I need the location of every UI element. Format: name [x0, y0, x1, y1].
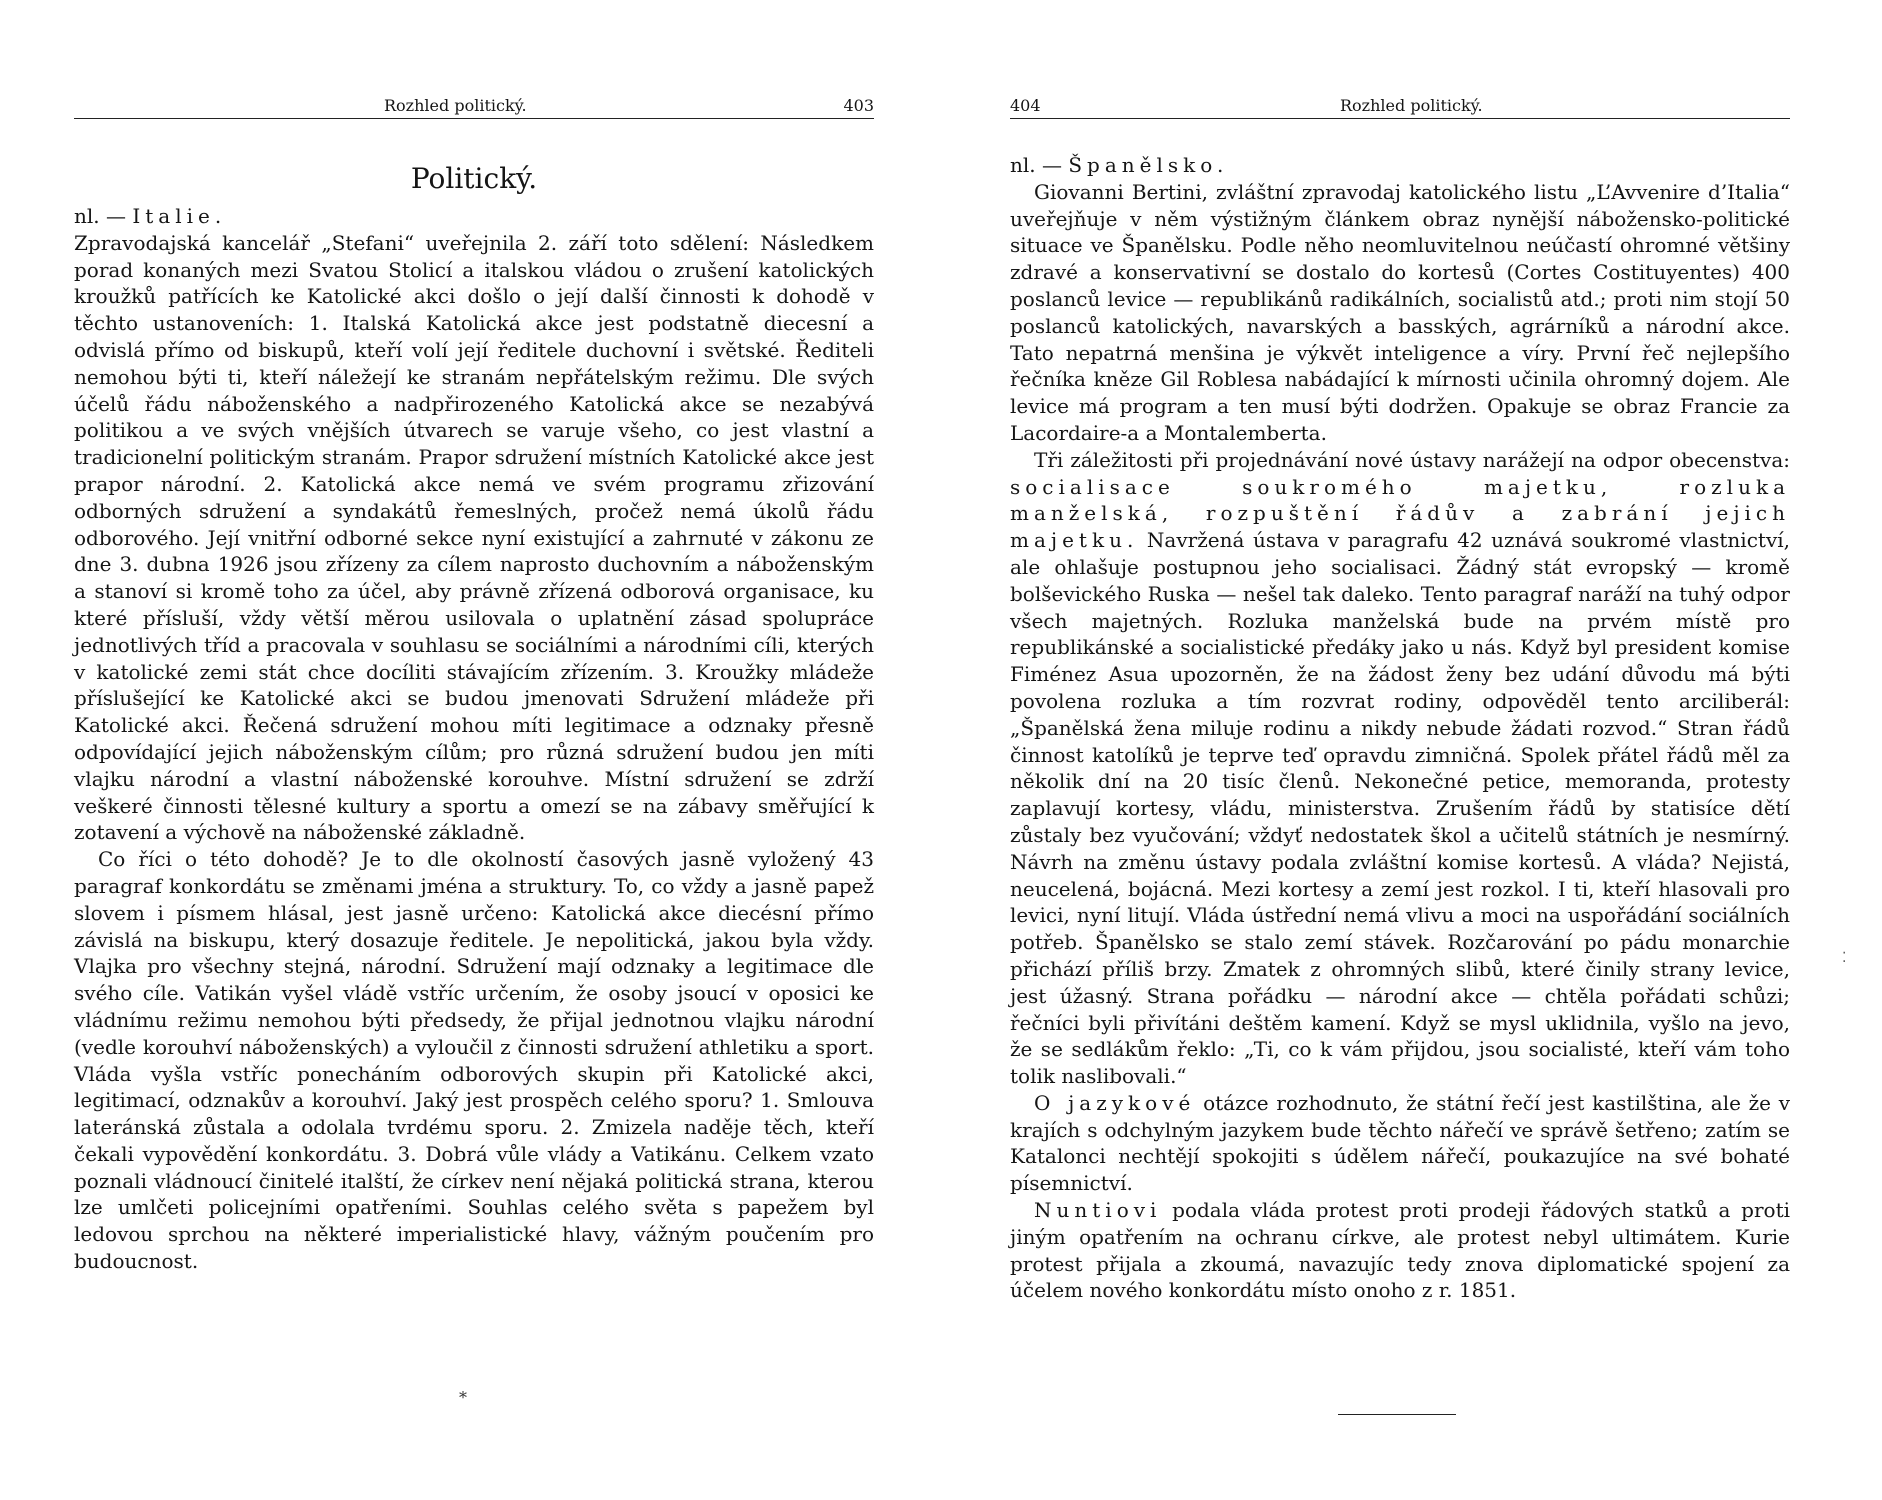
- paragraph-rest: podala vláda protest proti prodeji řádových statků a proti jiným opatřením na ochranu církve, ale protest nebyl ultimátem. Kurie protest přijala a zkoumá, navazujíc tedy znova diplomatické spojení za účelem nového konkordátu místo onoho z r. 1851.: [1010, 1198, 1791, 1303]
- stray-mark: *: [459, 1388, 467, 1407]
- page-number: 403: [843, 96, 874, 115]
- heading-country: Španělsko.: [1068, 153, 1229, 177]
- paragraph-rest: Navržená ústava v paragrafu 42 uznává soukromé vlastnictví, ale ohlašuje postupnou jeho socialisaci. Žádný stát evropský — kromě bolševického Ruska — nešel tak daleko. Tento paragraf naráží na tuhý odpor všech majetných. Rozluka manželská bude na prvém místě pro republikánské a socialistické předáky jako u nás. Když byl president komise Fiménez Asua upozorněn, že na žádost ženy bez udání důvodu má býti povolena rozluka a tím rozvrat rodiny, odpověděl tento arciliberál: „Španělská žena miluje rodinu a nikdy nebude žádati rozvod.“ Stran řádů činnost katolíků je teprve teď opravdu zimničná. Spolek přátel řádů měl za několik dní na 20 tisíc členů. Nekonečné petice, memoranda, protesty zaplavují kortesy, vládu, ministerstva. Zrušením řádů by statisíce dětí zůstaly bez vyučování; vždyť nedostatek škol a učitelů státních je nesmírný. Návrh na změnu ústavy podala zvláštní komise kortesů. A vláda? Nejistá, neucelená, bojácná. Mezi kortesy a zemí jest rozkol. I ti, kteří hlasovali pro levici, nyní litují. Vláda ústřední nemá vlivu a moci na uspořádání sociálních potřeb. Španělsko se stalo zemí stávek. Rozčarování po pádu monarchie přichází příliš brzy. Zmatek z ohromných slibů, které činily strany levice, jest úžasný. Strana pořádku — národní akce — chtěla pořádati schůzi; řečníci byli přivítáni deštěm kamení. Když se mysl uklidnila, vyšlo na jevo, že se sedlákům řeklo: „Ti, co k vám přijdou, jsou socialisté, kteří vám toho tolik naslibovali.“: [1010, 528, 1790, 1089]
- section-heading: [74, 203, 874, 230]
- section-heading: [1010, 152, 1790, 179]
- paragraph: Giovanni Bertini, zvláštní zpravodaj katolického listu „L’Avvenire d’Italia“ uveřejňuje v něm výstižným článkem obraz nynější nábožensko-politické situace ve Španělsku. Podle něho neomluvitelnou neúčastí ohromné většiny zdravé a konservativní se dostalo do kortesů (Cortes Costituyentes) 400 poslanců levice — republikánů radikálních, socialistů atd.; proti nim stojí 50 poslanců katolických, navarských a basských, agrárníků a národní akce. Tato nepatrná menšina je výkvět inteligence a víry. První řeč nejlepšího řečníka kněze Gil Roblesa nabádající k mírnosti učinila ohromný dojem. Ale levice má program a ten musí býti dodržen. Opakuje se obraz Francie za Lacordaire-a a Montalemberta.: [1010, 179, 1790, 445]
- emphasized-text: socialisace soukromého majetku, rozluka manželská, rozpuštění řádův a zabrání jejich majetku.: [1010, 474, 1790, 553]
- heading-prefix: nl. —: [1010, 153, 1062, 177]
- right-page: [1010, 0, 1790, 1500]
- paragraph: [1010, 1090, 1790, 1197]
- article-body: [74, 203, 874, 1275]
- page-number: 404: [1010, 96, 1041, 115]
- end-rule: [1338, 1414, 1456, 1415]
- running-title: Rozhled politický.: [1340, 96, 1483, 115]
- section-title: Politický.: [410, 162, 538, 195]
- running-head: [1010, 94, 1790, 119]
- running-head: [74, 94, 874, 119]
- paragraph: Zpravodajská kancelář „Stefani“ uveřejnila 2. září toto sdělení: Následkem porad konaných mezi Svatou Stolicí a italskou vládou o zrušení katolických kroužků patřících ke Katolické akci došlo o její další činnosti k dohodě v těchto ustanoveních: 1. Italská Katolická akce jest podstatně diecesní a odvislá přímo od biskupů, kteří volí její ředitele duchovní i světské. Řediteli nemohou býti ti, kteří náležejí ke stranám nepřátelským režimu. Dle svých účelů řádu náboženského a nadpřirozeného Katolická akce se nezabývá politikou a ve svých vnějších útvarech se varuje všeho, co jest vlastní a tradicionelní politickým stranám. Prapor sdružení místních Katolické akce jest prapor národní. 2. Katolická akce nemá ve svém programu zřizování odborných sdružení a syndakátů řemeslných, pročež nemá úkolů řádu odborového. Její vnitřní odborné sekce nyní existující a zahrnuté v zákonu ze dne 3. dubna 1926 jsou zřízeny za cílem naprosto duchovním a náboženským a stanoví si kromě toho za účel, aby právně zřízená odborová organisace, ku které přísluší, vždy větší měrou usilovala o uplatnění zásad spolupráce jednotlivých tříd a pracovala v souhlasu se sociálními a národními cíli, kterých v katolické zemi stát chce docíliti stávajícím zřízením. 3. Kroužky mládeže příslušející ke Katolické akci se budou jmenovati Sdružení mládeže při Katolické akci. Řečená sdružení mohou míti legitimace a odznaky přesně odpovídající jejich náboženským cílům; pro různá sdružení budou jen míti vlajku národní a vlastní náboženské korouhve. Místní sdružení se zdrží veškeré činnosti tělesné kultury a sportu a omezí se na zábavy směřující k zotavení a výchově na náboženské základně.: [74, 230, 874, 845]
- running-title: Rozhled politický.: [384, 96, 527, 115]
- paragraph-rest: otázce rozhodnuto, že státní řečí jest kastilština, ale že v krajích s odchylným jazykem bude těchto nářečí ve správě šetřeno; zatím se Katalonci nechtějí spokojiti s údělem nářečí, poukazujíce na své bohaté písemnictví.: [1010, 1090, 1791, 1196]
- paragraph: Co říci o této dohodě? Je to dle okolností časových jasně vyložený 43 paragraf konkordátu se změnami jména a struktury. To, co vždy a jasně papež slovem i písmem hlásal, jest jasně určeno: Katolická akce diecésní přímo závislá na biskupu, který dosazuje ředitele. Je nepolitická, jakou byla vždy. Vlajka pro všechny stejná, národní. Sdružení mají odznaky a legitimace dle svého cíle. Vatikán vyšel vládě vstříc určením, že osoby jsoucí v oposici ke vládnímu režimu nemohou býti předsedy, že přijal jednotnou vlajku národní (vedle korouhví náboženských) a vyloučil z činnosti sdružení athletiku a sport. Vláda vyšla vstříc ponecháním odborových skupin při Katolické akci, legitimací, odznakův a korouhví. Jaký jest prospěch celého sporu? 1. Smlouva lateránská zůstala a odolala tvrdému sporu. 2. Zmizela naděje těch, kteří čekali vypovědění konkordátu. 3. Dobrá vůle vlády a Vatikánu. Celkem vzato poznali vládnoucí činitelé italští, že církev není nějaká politická strana, kterou lze umlčeti policejními opatřeními. Souhlas celého světa s papežem byl ledovou sprchou na některé imperialistické hlavy, vážným poučením pro budoucnost.: [74, 847, 874, 1274]
- emphasized-text: O jazykové: [1034, 1090, 1196, 1115]
- heading-country: Italie.: [132, 204, 227, 228]
- margin-mark: ⁚: [1842, 950, 1847, 966]
- paragraph-intro: Tři záležitosti při projednávání nové ústavy narážejí na odpor obecenstva:: [1034, 447, 1790, 472]
- paragraph: [1010, 1197, 1790, 1304]
- paragraph: [1010, 447, 1790, 1090]
- left-page: [74, 0, 874, 1500]
- article-body: [1010, 152, 1790, 1304]
- emphasized-text: Nuntiovi: [1034, 1198, 1162, 1223]
- heading-prefix: nl. —: [74, 204, 126, 228]
